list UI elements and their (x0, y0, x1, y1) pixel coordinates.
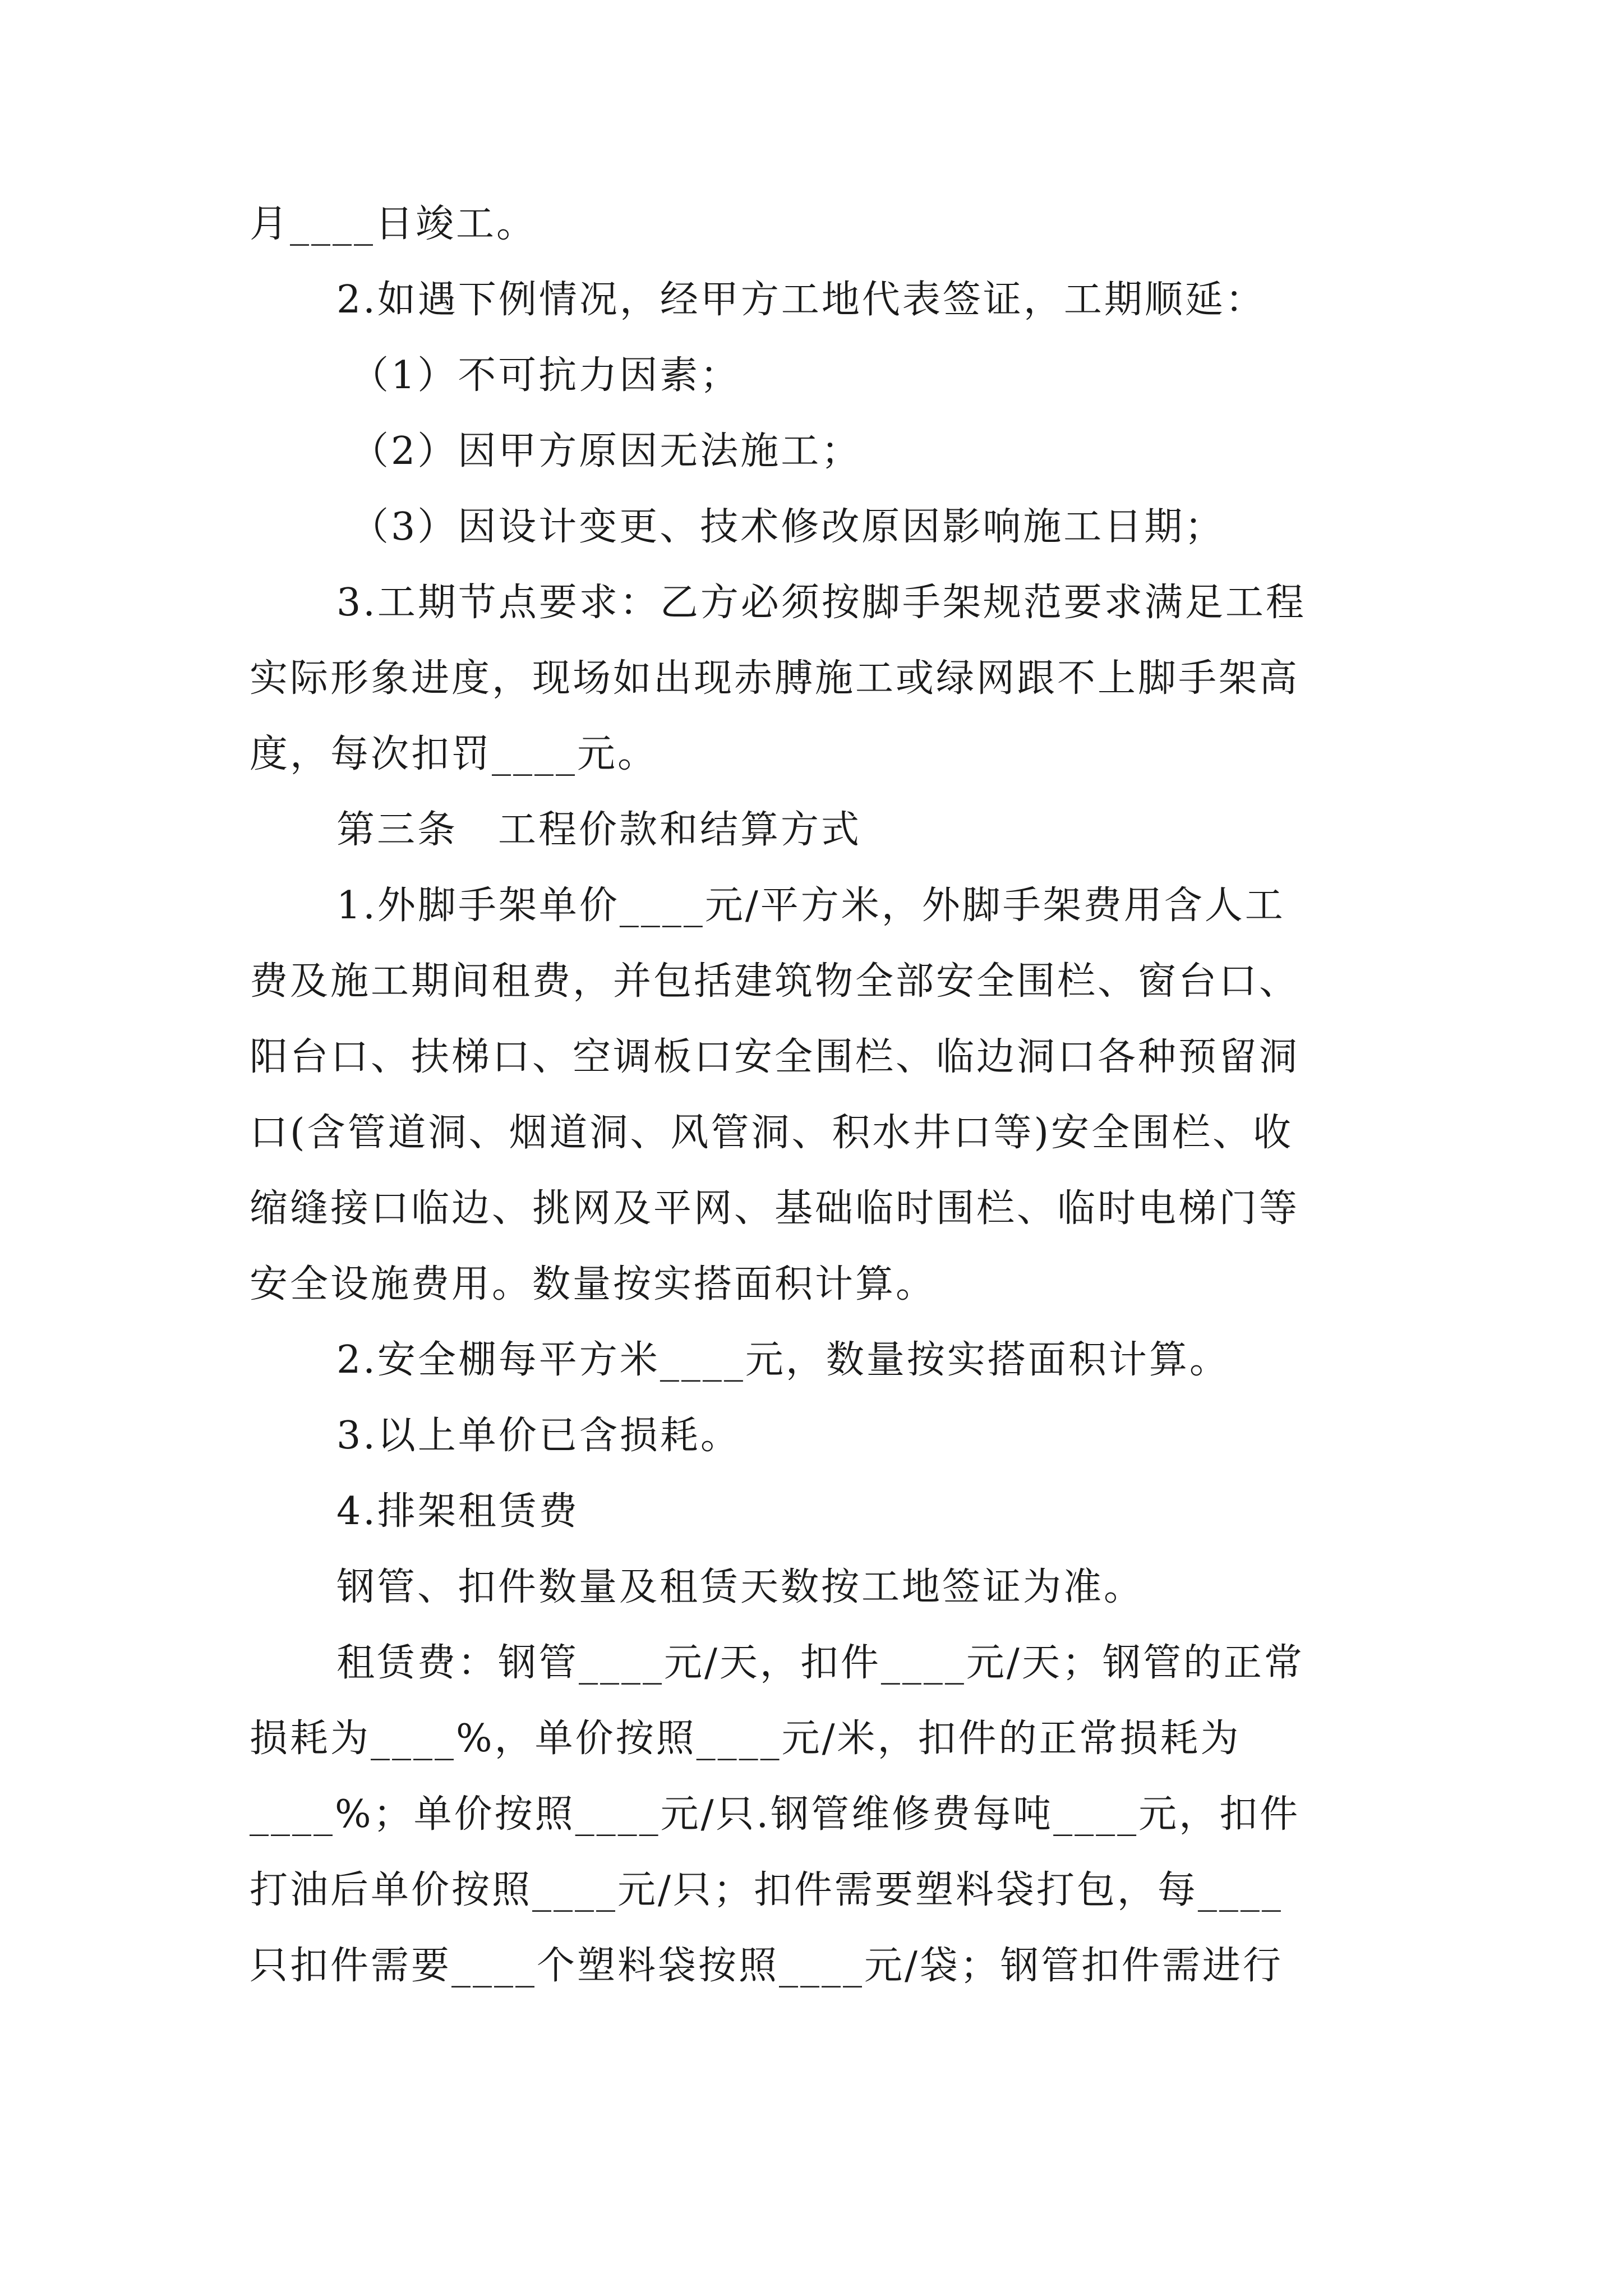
text-line: 钢管、扣件数量及租赁天数按工地签证为准。 (336, 1565, 1145, 1609)
text-line: 口(含管道洞、烟道洞、风管洞、积水井口等)安全围栏、收 (250, 1111, 1294, 1155)
text-line: 安全设施费用。数量按实搭面积计算。 (250, 1262, 937, 1306)
text-line: 度，每次扣罚____元。 (250, 732, 658, 776)
text-line: 租赁费：钢管____元/天，扣件____元/天；钢管的正常 (336, 1641, 1304, 1685)
text-line: 费及施工期间租费，并包括建筑物全部安全围栏、窗台口、 (250, 959, 1300, 1004)
text-line: 2.安全棚每平方米____元，数量按实搭面积计算。 (336, 1338, 1230, 1382)
text-line: 损耗为____%，单价按照____元/米，扣件的正常损耗为 (250, 1717, 1241, 1761)
text-line: 2.如遇下例情况，经甲方工地代表签证，工期顺延： (336, 278, 1266, 322)
text-line: 1.外脚手架单价____元/平方米，外脚手架费用含人工 (336, 884, 1285, 928)
text-line: 3.以上单价已含损耗。 (336, 1414, 741, 1458)
text-line: （1）不可抗力因素； (351, 353, 741, 398)
text-line: 月____日竣工。 (250, 202, 537, 246)
text-line: 4.排架租赁费 (336, 1489, 579, 1534)
text-line: 3.工期节点要求：乙方必须按脚手架规范要求满足工程 (336, 581, 1306, 625)
text-line: 打油后单价按照____元/只；扣件需要塑料袋打包，每____ (250, 1868, 1283, 1912)
text-line: 阳台口、扶梯口、空调板口安全围栏、临边洞口各种预留洞 (250, 1035, 1300, 1079)
text-line: ____%；单价按照____元/只.钢管维修费每吨____元，扣件 (250, 1792, 1301, 1837)
text-line: （2）因甲方原因无法施工； (351, 429, 862, 473)
text-line: 只扣件需要____个塑料袋按照____元/袋；钢管扣件需进行 (250, 1944, 1283, 1988)
section-heading: 第三条 工程价款和结算方式 (336, 808, 862, 852)
text-line: 缩缝接口临边、挑网及平网、基础临时围栏、临时电梯门等 (250, 1186, 1300, 1231)
text-line: 实际形象进度，现场如出现赤膊施工或绿网跟不上脚手架高 (250, 656, 1300, 701)
text-line: （3）因设计变更、技术修改原因影响施工日期； (351, 505, 1225, 549)
